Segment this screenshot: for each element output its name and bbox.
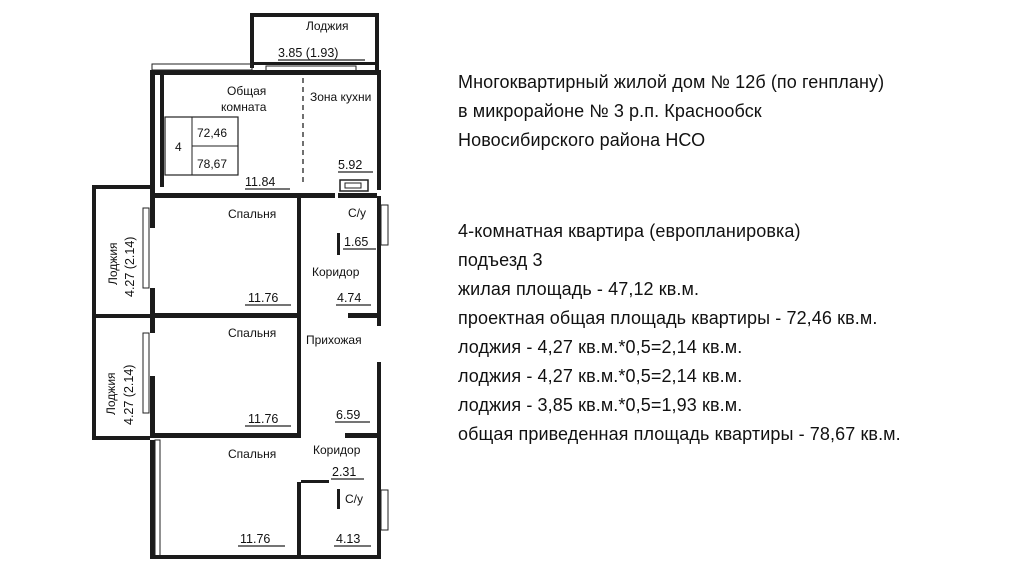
living-room-name-1: Общая	[227, 84, 267, 98]
kitchen-zone-area: 5.92	[338, 158, 363, 172]
bathroom-2-name: С/у	[345, 492, 363, 506]
hallway-name: Прихожая	[306, 333, 362, 347]
detail-total-area: проектная общая площадь квартиры - 72,46 кв.м.	[458, 308, 878, 328]
living-room-name-2: комната	[221, 100, 267, 114]
detail-loggia-2: лоджия - 4,27 кв.м.*0,5=2,14 кв.м.	[458, 366, 743, 386]
bedroom-2-name: Спальня	[228, 326, 277, 340]
living-room-area: 11.84	[245, 175, 276, 189]
corridor-2-name: Коридор	[313, 443, 361, 457]
corridor-2-area: 2.31	[332, 465, 357, 479]
detail-entrance: подъезд 3	[458, 250, 543, 270]
corridor-1-name: Коридор	[312, 265, 360, 279]
loggia-left-2-area: 4.27 (2.14)	[122, 364, 136, 425]
header-line-1: Многоквартирный жилой дом № 12б (по генплану)	[458, 72, 885, 92]
detail-reduced-area: общая приведенная площадь квартиры - 78,67 кв.м.	[458, 424, 901, 444]
loggia-left-1	[92, 185, 150, 318]
detail-living-area: жилая площадь - 47,12 кв.м.	[458, 279, 700, 299]
bathroom-1-area: 1.65	[344, 235, 369, 249]
loggia-left-2-name: Лоджия	[104, 372, 118, 415]
bathroom-window-2	[381, 490, 388, 530]
bathroom-window-1	[381, 205, 388, 245]
building-description	[458, 68, 884, 155]
floor-plan	[0, 0, 450, 578]
bedroom-2-area: 11.76	[248, 412, 279, 426]
detail-loggia-1: лоджия - 4,27 кв.м.*0,5=2,14 кв.м.	[458, 337, 743, 357]
loggia-left-1-name: Лоджия	[106, 242, 120, 285]
hallway-area: 6.59	[336, 408, 361, 422]
header-line-3: Новосибирского района НСО	[458, 130, 706, 150]
badge-rooms: 4	[175, 140, 182, 154]
bathroom-2-area: 4.13	[336, 532, 361, 546]
loggia-top-name: Лоджия	[306, 19, 349, 33]
bedroom-3-area: 11.76	[240, 532, 271, 546]
apartment-details	[458, 217, 901, 449]
bathroom-1-name: С/у	[348, 206, 366, 220]
apartment-badge	[165, 117, 238, 175]
badge-area-living: 72,46	[197, 126, 228, 140]
bedroom-3-name: Спальня	[228, 447, 277, 461]
detail-apartment-type: 4-комнатная квартира (европланировка)	[458, 221, 801, 241]
loggia-top-area: 3.85 (1.93)	[278, 46, 339, 60]
kitchen-zone-name: Зона кухни	[310, 90, 372, 104]
detail-loggia-3: лоджия - 3,85 кв.м.*0,5=1,93 кв.м.	[458, 395, 743, 415]
loggia-left-2	[92, 318, 150, 440]
header-line-2: в микрорайоне № 3 р.п. Краснообск	[458, 101, 762, 121]
sink-icon	[340, 180, 368, 191]
badge-area-total: 78,67	[197, 157, 228, 171]
corridor-1-area: 4.74	[337, 291, 362, 305]
loggia-left-1-area: 4.27 (2.14)	[123, 236, 137, 297]
bedroom-1-area: 11.76	[248, 291, 279, 305]
bedroom-1-name: Спальня	[228, 207, 277, 221]
